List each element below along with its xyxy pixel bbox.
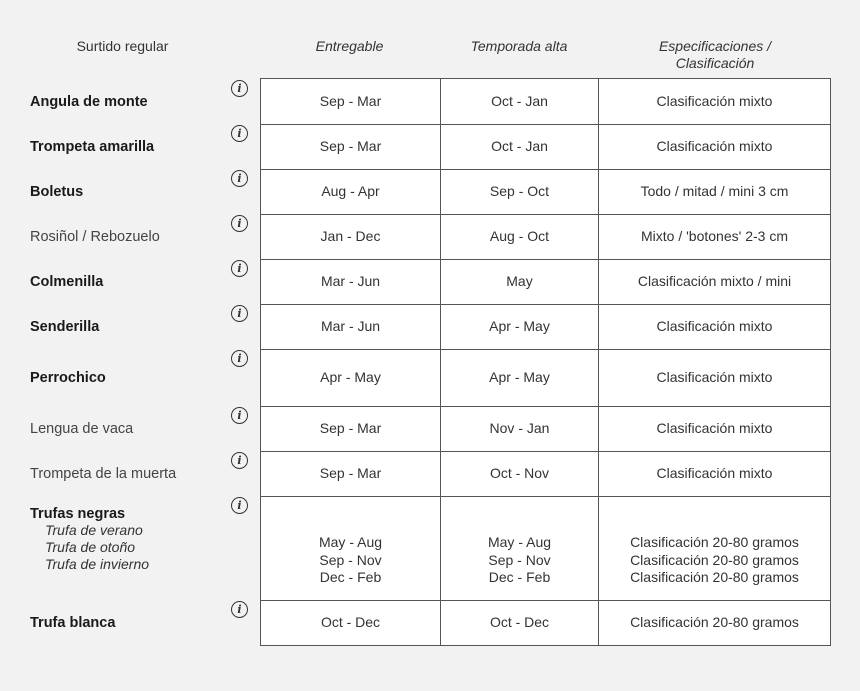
spec-cell [598,601,830,645]
table-row [261,600,830,645]
cell-line: Dec - Feb [488,569,551,586]
info-icon[interactable]: i [231,407,248,424]
header-temporada-alta: Temporada alta [470,38,568,54]
cell-line: Oct - Dec [489,614,550,631]
product-name [30,615,115,631]
info-icon[interactable]: i [231,601,248,618]
cell-line: May - Aug [318,534,383,551]
spec-cell [598,350,830,406]
table-row [261,169,830,214]
deliverable-cell [261,170,440,214]
high-season-cell [440,601,598,645]
product-variant: Trufa de verano [45,522,143,538]
deliverable-cell [261,497,440,600]
cell-line: Apr - May [489,318,550,335]
cell-line: Clasificación 20-80 gramos [630,534,799,551]
cell-line: Clasificación 20-80 gramos [630,569,799,586]
cell-line: Aug - Oct [489,228,550,245]
cell-line: May - Aug [487,534,552,551]
cell-line: Mar - Jun [320,318,381,335]
high-season-cell [440,497,598,600]
product-name-text: Perrochico [30,370,106,386]
cell-line: May [506,273,533,290]
deliverable-cell [261,350,440,406]
deliverable-cell [261,215,440,259]
cell-line: Mar - Jun [320,273,381,290]
product-name [30,184,83,200]
cell-line: Sep - Mar [319,92,382,109]
info-icon[interactable]: i [231,350,248,367]
cell-line: Clasificación mixto / mini [637,273,792,290]
table-row [261,406,830,451]
spec-cell [598,125,830,169]
spec-cell [598,497,830,600]
cell-line: Aug - Apr [321,183,380,200]
cell-line: Sep - Nov [319,551,382,568]
header-surtido: Surtido regular [76,38,169,54]
product-table [260,78,831,646]
table-row [261,259,830,304]
product-name-text: Trompeta de la muerta [30,466,177,482]
info-icon[interactable]: i [231,260,248,277]
product-name [30,94,148,110]
product-name [30,319,99,335]
cell-line: Jan - Dec [320,228,381,245]
deliverable-cell [261,79,440,124]
cell-line: Todo / mitad / mini 3 cm [640,183,789,200]
cell-line: Oct - Jan [491,92,548,109]
spec-cell [598,79,830,124]
spec-cell [598,452,830,496]
product-name [30,274,103,290]
high-season-cell [440,125,598,169]
product-name-text: Boletus [30,184,84,200]
high-season-cell [440,407,598,451]
product-name-text: Trufa blanca [30,615,116,631]
info-icon[interactable]: i [231,305,248,322]
high-season-cell [440,170,598,214]
cell-line: Oct - Nov [489,465,550,482]
high-season-cell [440,79,598,124]
table-row [261,304,830,349]
table-row [261,349,830,406]
product-name-text: Rosiñol / Rebozuelo [30,229,160,245]
product-name-text: Senderilla [30,319,100,335]
table-row [261,79,830,124]
cell-line: Oct - Dec [320,614,381,631]
table-row [261,124,830,169]
cell-line: Sep - Mar [319,420,382,437]
cell-line: Mixto / 'botones' 2-3 cm [641,228,788,245]
header-especificaciones: Especificaciones / Clasificación [658,38,772,71]
cell-line: Nov - Jan [489,420,550,437]
high-season-cell [440,350,598,406]
product-name-text: Angula de monte [30,94,148,110]
spec-cell [598,170,830,214]
cell-line: Clasificación mixto [656,369,773,386]
product-name [30,370,106,386]
cell-line: Sep - Nov [488,551,551,568]
product-name [30,421,133,437]
info-icon[interactable]: i [231,80,248,97]
product-name-text: Trompeta amarilla [30,139,155,155]
product-name-text: Trufas negras [30,506,126,522]
cell-line: Clasificación 20-80 gramos [630,551,799,568]
deliverable-cell [261,305,440,349]
product-name [30,229,160,245]
table-row [261,451,830,496]
cell-line: Clasificación mixto [656,465,773,482]
spec-cell [598,260,830,304]
cell-line: Sep - Mar [319,138,382,155]
cell-line: Sep - Mar [319,465,382,482]
cell-line: Clasificación 20-80 gramos [630,614,799,631]
table-row [261,214,830,259]
cell-line: Apr - May [489,369,550,386]
info-icon[interactable]: i [231,125,248,142]
cell-line: Clasificación mixto [656,318,773,335]
deliverable-cell [261,125,440,169]
cell-line: Clasificación mixto [656,138,773,155]
product-name [30,466,176,482]
info-icon[interactable]: i [231,215,248,232]
spec-cell [598,305,830,349]
deliverable-cell [261,601,440,645]
table-row [261,496,830,600]
deliverable-cell [261,407,440,451]
spec-cell [598,407,830,451]
product-name [30,506,149,573]
high-season-cell [440,215,598,259]
cell-line: Clasificación mixto [656,92,773,109]
cell-line: Oct - Jan [491,138,548,155]
cell-line: Sep - Oct [489,183,550,200]
info-icon[interactable]: i [231,452,248,469]
high-season-cell [440,260,598,304]
product-name [30,139,154,155]
info-icon[interactable]: i [231,497,248,514]
cell-line: Apr - May [320,369,381,386]
header-entregable: Entregable [315,38,384,54]
product-variant: Trufa de invierno [45,556,150,572]
spec-cell [598,215,830,259]
high-season-cell [440,305,598,349]
deliverable-cell [261,260,440,304]
deliverable-cell [261,452,440,496]
cell-line: Dec - Feb [319,569,382,586]
high-season-cell [440,452,598,496]
product-name-text: Lengua de vaca [30,421,134,437]
info-icon[interactable]: i [231,170,248,187]
product-variant: Trufa de otoño [45,539,136,555]
cell-line: Clasificación mixto [656,420,773,437]
product-name-text: Colmenilla [30,274,104,290]
